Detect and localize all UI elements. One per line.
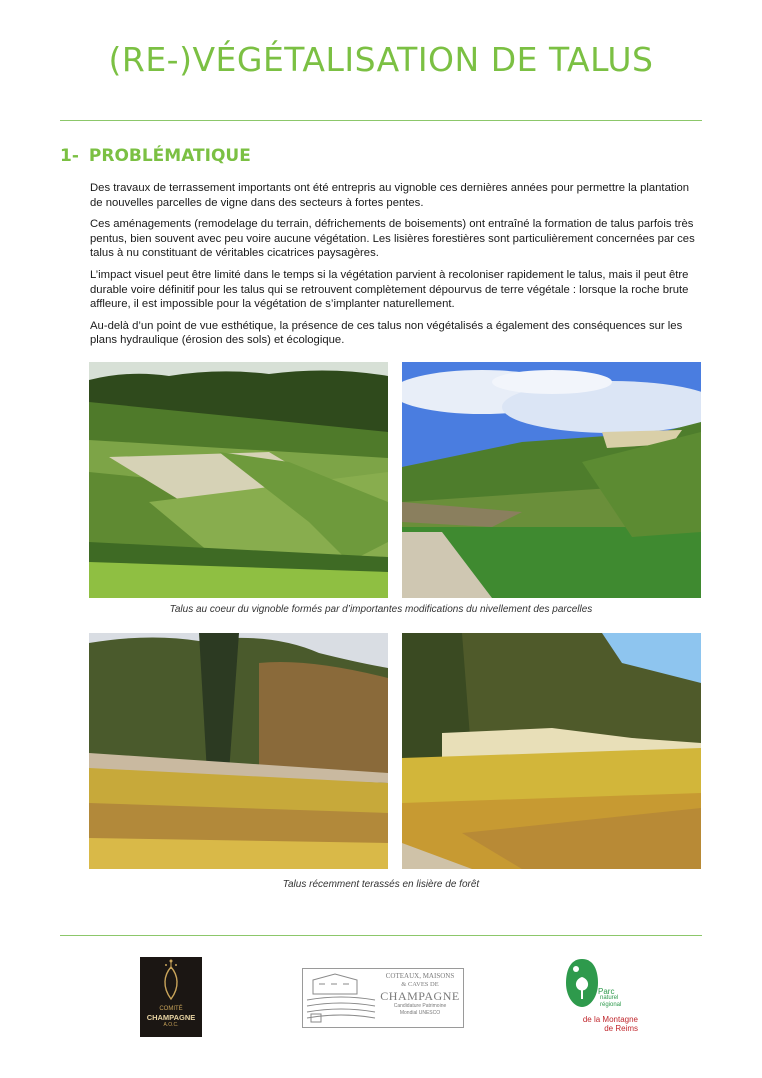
title-divider [60,120,702,121]
photo-forest-edge [89,633,388,869]
coteaux-line4: Candidature Patrimoine [393,1003,447,1009]
page-title: (RE-)VÉGÉTALISATION DE TALUS [108,40,654,79]
caption-bottom: Talus récemment terassés en lisière de forêt [282,879,480,890]
photo-vineyard-road [402,362,701,598]
photo-vineyard-terraces [89,362,388,598]
coteaux-maisons-logo [302,968,464,1028]
coteaux-line5: Mondial UNESCO [399,1010,441,1016]
footer-divider [60,935,702,936]
caption-top: Talus au coeur du vignoble formés par d’importantes modifications du nivellement des parcelles [169,604,593,615]
coteaux-line3: CHAMPAGNE [380,989,460,1003]
parc-naturel-logo [560,957,640,1041]
parc-line2: naturel [600,995,619,1001]
paragraph: Des travaux de terrassement importants ont été entrepris au vignoble ces dernières années pour permettre la plantation de nouvelles parcelles de vigne dans des secteurs à fortes pentes. [90,182,690,209]
paragraph: Ces aménagements (remodelage du terrain, défrichements de boisements) ont entraîné la formation de talus parfois très pentus, bien souvent avec peu voire aucune végétation. Les lisières forestières sont particulièrement concernées par ces talus à nu constituant de véritables cicatrices paysagères. [90,218,695,260]
comite-line1: COMITÉ [159,1006,183,1012]
coteaux-line1: COTEAUX, MAISONS [385,972,455,980]
comite-champagne-logo [140,957,202,1037]
parc-line1: Parc [598,987,615,996]
comite-line2: CHAMPAGNE [146,1013,196,1022]
body-text [90,181,700,355]
comite-line3: A.O.C. [163,1022,179,1028]
section-number: 1- [60,146,79,166]
paragraph: Au-delà d’un point de vue esthétique, la présence de ces talus non végétalisés a également des conséquences sur les plans hydraulique (érosion des sols) et écologique. [90,319,683,347]
parc-line5: de Reims [604,1024,638,1033]
coteaux-line2: & CAVES DE [401,981,439,988]
photo-chalk-slope [402,633,701,869]
parc-line4: de la Montagne [582,1015,638,1024]
section-title: PROBLÉMATIQUE [88,146,251,166]
section-heading [60,146,251,166]
parc-line3: régional [600,1002,622,1008]
paragraph: L’impact visuel peut être limité dans le temps si la végétation parvient à recoloniser rapidement le talus, mais il peut être durable voire définitif pour les talus qui se retrouvent complètement dépourvus de terre végétale : lorsque la roche brute affleure, il est impossible pour la végétation de s’implanter naturellement. [90,268,689,311]
